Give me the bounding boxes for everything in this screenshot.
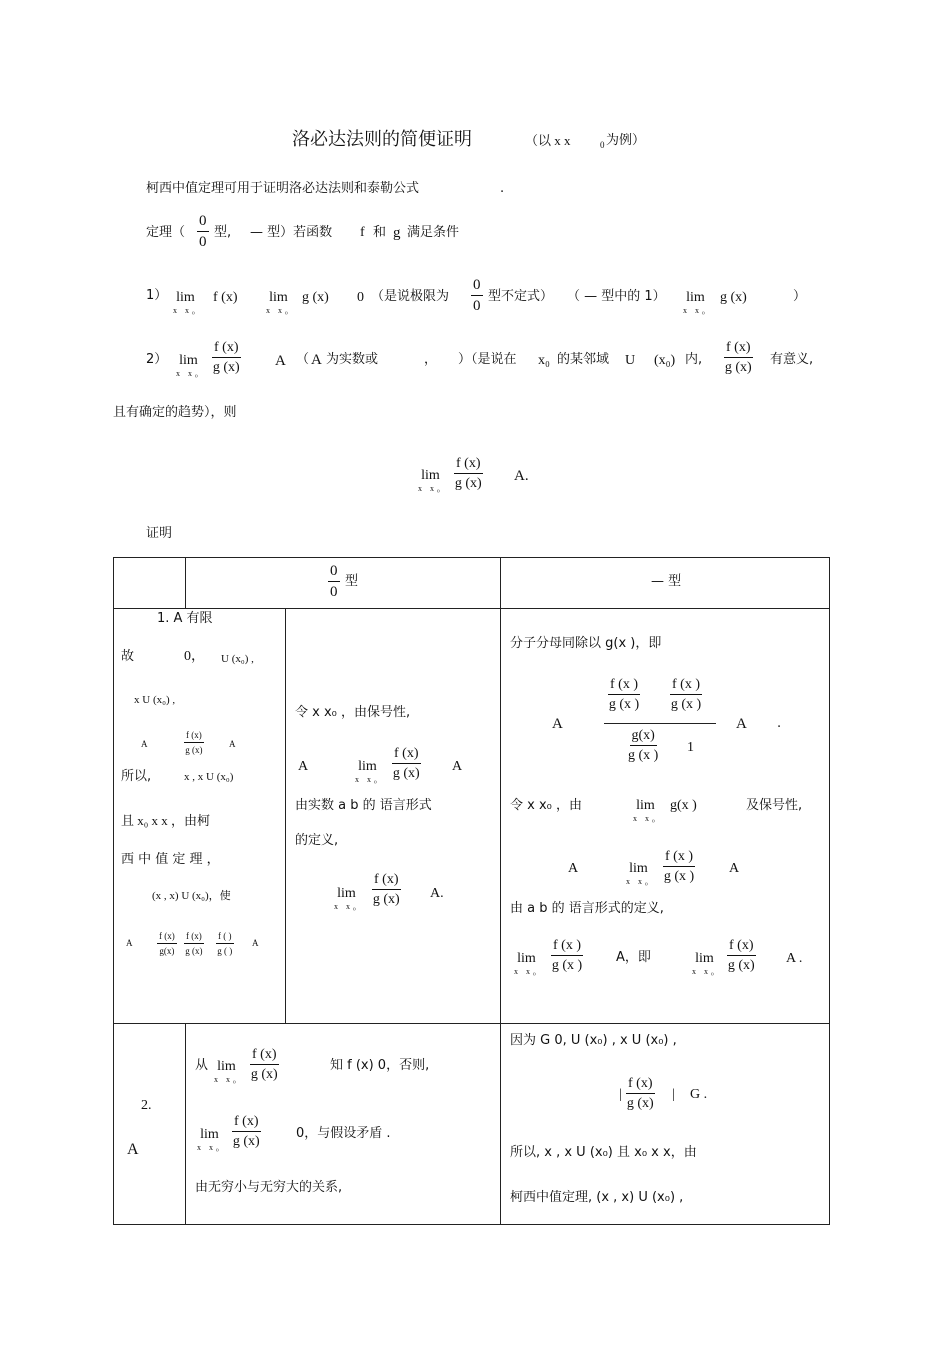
r1c-t1: 分子分母同除以 g(x )，即 xyxy=(510,636,662,651)
conclusion-lim xyxy=(418,469,443,493)
theorem-f: f xyxy=(360,225,365,240)
lim-sub: x x₀ xyxy=(355,775,380,784)
table-col-line xyxy=(285,608,286,1023)
r1a-t3: x U (x₀) , xyxy=(134,694,176,706)
frac-den: 0 xyxy=(199,234,207,250)
frac-num: f (x) xyxy=(724,341,753,358)
frac-num: 0 xyxy=(197,214,209,232)
lim-sub: x x₀ xyxy=(214,1075,239,1084)
cond2-line2: 且有确定的趋势），则 xyxy=(113,405,237,420)
frac-den: g (x) xyxy=(185,745,203,755)
r1c-dot: . xyxy=(777,716,782,731)
r1a-t9b: A xyxy=(252,938,259,948)
r1a-t9a: A xyxy=(126,938,133,948)
theorem-label: 定理（ xyxy=(146,225,186,240)
r1c-lim2 xyxy=(626,862,651,886)
cond2-paren: （ xyxy=(296,352,310,367)
r1c-A3: A xyxy=(568,861,579,876)
r1c-A2: A xyxy=(736,716,747,732)
cond1-lim3 xyxy=(683,291,708,315)
cond2-A: A xyxy=(275,353,286,369)
lim-sub: x x₀ xyxy=(633,814,658,823)
theorem-type2: — 型）若函数 xyxy=(250,225,333,240)
frac-den: 0 xyxy=(330,584,338,600)
frac-num: f (x) xyxy=(232,1115,261,1132)
header-inf-type: — 型 xyxy=(651,574,682,589)
frac-den: g ( ) xyxy=(217,946,233,956)
cond2-note: 为实数或 xyxy=(326,352,379,367)
frac-den: 0 xyxy=(473,298,481,314)
r1b-t3: 由实数 a b 的 语言形式 xyxy=(295,798,432,813)
r1b-t5: A. xyxy=(430,886,444,901)
table-col-line xyxy=(500,557,501,1225)
lim-sub: x x₀ xyxy=(173,306,198,315)
frac-den: g (x) xyxy=(250,1067,278,1082)
cond1-gx2: g (x) xyxy=(720,290,747,305)
r1a-t2c: U (x₀) , xyxy=(221,653,254,665)
frac-num: f (x) xyxy=(392,747,421,764)
r1a-t4frac xyxy=(184,731,204,755)
theorem-cond: 满足条件 xyxy=(407,225,460,240)
title-end: 为例） xyxy=(606,133,646,148)
r1a-t8: (x , x) U (x₀)，使 xyxy=(152,890,231,902)
lim-sub: x x₀ xyxy=(176,369,201,378)
cond1-fx: f (x) xyxy=(213,290,238,305)
lim-sub: x x₀ xyxy=(197,1143,222,1152)
frac-num: f (x) xyxy=(212,341,241,358)
r2b-t1: 从 xyxy=(195,1058,209,1073)
lim-text: lim xyxy=(421,468,440,483)
table-top-border xyxy=(113,557,830,558)
lim-text: lim xyxy=(695,951,714,966)
r2b-frac xyxy=(250,1048,279,1082)
frac-num: f (x) xyxy=(372,873,401,890)
conclusion-A: A. xyxy=(514,468,529,484)
r1c-lim4 xyxy=(692,952,717,976)
frac-den: g (x) xyxy=(185,946,203,956)
lim-text: lim xyxy=(200,1127,219,1142)
cond2-note5: 有意义, xyxy=(770,352,814,367)
frac-den: g (x ) xyxy=(663,869,695,884)
r1c-gx: g(x ) xyxy=(670,798,697,813)
cond1-note3: （ — 型中的 1） xyxy=(567,289,666,304)
r1c-t3b: 及保号性, xyxy=(746,798,803,813)
r1c-t6: A，即 xyxy=(616,950,651,965)
r1a-t4b: A xyxy=(229,739,236,749)
r2c-t4: 柯西中值定理, (x , x) U (x₀) , xyxy=(510,1190,684,1205)
intro-text: 柯西中值定理可用于证明洛必达法则和泰勒公式 xyxy=(146,181,420,196)
header-zero-type: 型 xyxy=(345,574,359,589)
frac-den: g (x ) xyxy=(670,697,702,712)
frac-num: g(x) xyxy=(630,729,657,746)
frac-den: g(x) xyxy=(159,946,175,956)
theorem-frac xyxy=(197,214,209,250)
frac-num: f (x) xyxy=(454,457,483,474)
r2c-bar-left: | xyxy=(619,1087,622,1102)
frac-den: g (x) xyxy=(727,958,755,973)
table-col-line xyxy=(185,1023,186,1224)
cond1-gx: g (x) xyxy=(302,290,329,305)
cond1-zero: 0 xyxy=(357,290,364,305)
frac-den: g (x ) xyxy=(628,748,659,763)
r1b-lim xyxy=(355,760,380,784)
r1b-frac2 xyxy=(372,873,401,907)
cond2-frac xyxy=(212,341,241,375)
r1a-t1: 1. A 有限 xyxy=(157,611,213,626)
r2a-A: A xyxy=(127,1141,139,1158)
r1c-t7: A . xyxy=(786,951,803,966)
r2a-num: 2. xyxy=(141,1098,152,1113)
r1c-bigtop2 xyxy=(670,678,702,712)
conclusion-frac xyxy=(454,457,483,491)
r2c-t2: G . xyxy=(690,1087,708,1102)
lim-text: lim xyxy=(217,1059,236,1074)
r1a-t9f1 xyxy=(157,932,177,956)
frac-num: f (x) xyxy=(727,939,756,956)
lim-text: lim xyxy=(517,951,536,966)
frac-den: g (x) xyxy=(724,360,752,375)
table-header-border xyxy=(113,608,830,609)
frac-num: f (x) xyxy=(184,932,204,944)
theorem-type: 型, xyxy=(214,225,232,240)
cond2-note4: 内, xyxy=(685,352,703,367)
r1a-t7: 西 中 值 定 理 ， xyxy=(121,852,220,867)
page-title: 洛必达法则的简便证明 xyxy=(292,129,472,150)
r1a-t9f2 xyxy=(184,932,204,956)
frac-den: g (x) xyxy=(212,360,240,375)
r2b-lim xyxy=(214,1060,239,1084)
lim-sub: x x₀ xyxy=(514,967,539,976)
frac-num: f (x ) xyxy=(663,850,695,867)
cond2-frac2 xyxy=(724,341,753,375)
frac-num: f (x ) xyxy=(670,678,702,695)
lim-text: lim xyxy=(176,290,195,305)
r1a-t2b: 0， xyxy=(184,649,205,664)
cond2-A2: A xyxy=(311,352,322,368)
r1a-t5b: x , x U (x₀) xyxy=(184,771,234,783)
r2b-frac2 xyxy=(232,1115,261,1149)
cond1-note2: 型不定式） xyxy=(488,289,554,304)
r1b-t2b: A xyxy=(452,759,463,774)
cond2-num: 2） xyxy=(146,352,168,367)
intro-dot: . xyxy=(500,181,505,196)
r1c-bigbot xyxy=(628,729,658,763)
r1b-lim2 xyxy=(334,887,359,911)
r1c-lim xyxy=(633,799,658,823)
header-frac xyxy=(328,564,340,600)
frac-num: f (x) xyxy=(626,1077,655,1094)
r2c-t1: 因为 G 0, U (x₀) , x U (x₀) , xyxy=(510,1033,677,1048)
title-paren: （以 x x xyxy=(525,133,571,148)
frac-den: g (x ) xyxy=(608,697,640,712)
cond1-note: （是说极限为 xyxy=(371,289,450,304)
r1b-t4: 的定义, xyxy=(295,833,339,848)
r1a-t6: 且 x₀ x x ，由柯 xyxy=(121,813,211,828)
r1a-t5: 所以, xyxy=(121,769,152,784)
table-bottom-border xyxy=(113,1224,830,1225)
frac-num: f (x) xyxy=(184,731,204,743)
lim-text: lim xyxy=(629,861,648,876)
frac-den: g (x) xyxy=(232,1134,260,1149)
frac-num: f (x) xyxy=(250,1048,279,1065)
lim-text: lim xyxy=(179,353,198,368)
r2b-t3: 由无穷小与无穷大的关系, xyxy=(195,1180,343,1195)
lim-text: lim xyxy=(358,759,377,774)
frac-num: f ( ) xyxy=(216,932,234,944)
table-right-border xyxy=(829,557,830,1225)
lim-sub: x x₀ xyxy=(626,877,651,886)
lim-text: lim xyxy=(636,798,655,813)
r1c-frac4 xyxy=(727,939,756,973)
lim-sub: x x₀ xyxy=(266,306,291,315)
r2c-bar-right: | xyxy=(672,1087,675,1102)
frac-den: g (x) xyxy=(454,476,482,491)
cond1-num: 1） xyxy=(146,288,168,303)
r2b-t2: 0，与假设矛盾 . xyxy=(296,1126,391,1141)
frac-den: g (x) xyxy=(626,1096,654,1111)
frac-den: g (x) xyxy=(372,892,400,907)
r1c-main-bar xyxy=(604,723,716,724)
r1b-t1: 令 x x₀ ，由保号性, xyxy=(295,705,411,720)
r2c-t3: 所以, x , x U (x₀) 且 x₀ x x，由 xyxy=(510,1145,697,1160)
r1c-A1: A xyxy=(552,716,563,732)
cond1-lim2 xyxy=(266,291,291,315)
cond1-close: ） xyxy=(793,289,807,304)
r2b-lim2 xyxy=(197,1128,222,1152)
frac-num: f (x) xyxy=(157,932,177,944)
r1c-t5: 由 a b 的 语言形式的定义, xyxy=(510,901,664,916)
table-row-border xyxy=(113,1023,830,1024)
cond1-lim xyxy=(173,291,198,315)
r2b-t1b: 知 f (x) 0，否则, xyxy=(330,1058,430,1073)
lim-sub: x x₀ xyxy=(683,306,708,315)
lim-sub: x x₀ xyxy=(334,902,359,911)
cond2-x0: x₀ xyxy=(538,353,550,368)
lim-text: lim xyxy=(269,290,288,305)
frac-num: 0 xyxy=(471,278,483,296)
r1a-t2: 故 xyxy=(121,649,135,664)
r1c-t3: 令 x x₀ ，由 xyxy=(510,798,582,813)
frac-den: g (x ) xyxy=(551,958,583,973)
r1c-frac2 xyxy=(663,850,695,884)
lim-sub: x x₀ xyxy=(418,484,443,493)
r1a-t4a: A xyxy=(141,739,148,749)
r1c-one: 1 xyxy=(687,740,694,755)
lim-text: lim xyxy=(686,290,705,305)
r1c-frac3 xyxy=(551,939,583,973)
frac-num: f (x ) xyxy=(608,678,640,695)
frac-den: g (x) xyxy=(392,766,420,781)
lim-sub: x x₀ xyxy=(692,967,717,976)
title-sub: 0 xyxy=(600,140,605,150)
table-left-border xyxy=(113,557,114,1225)
r1c-A4: A xyxy=(729,861,740,876)
proof-label: 证明 xyxy=(146,526,173,541)
lim-text: lim xyxy=(337,886,356,901)
cond2-note2: ）（是说在 xyxy=(458,352,517,367)
r1b-frac xyxy=(392,747,421,781)
frac-num: 0 xyxy=(328,564,340,582)
r2c-frac xyxy=(626,1077,655,1111)
cond2-Ux: (x₀) xyxy=(654,353,676,368)
frac-num: f (x ) xyxy=(551,939,583,956)
table-col-line xyxy=(185,557,186,608)
theorem-g: g xyxy=(393,225,401,241)
r1c-bigtop1 xyxy=(608,678,640,712)
theorem-and: 和 xyxy=(373,225,387,240)
cond1-frac xyxy=(471,278,483,314)
cond2-U: U xyxy=(625,353,636,368)
cond2-note3: 的某邻域 xyxy=(557,352,610,367)
cond2-lim xyxy=(176,354,201,378)
cond2-comma: ， xyxy=(424,352,438,367)
r1c-lim3 xyxy=(514,952,539,976)
r1a-t9f3 xyxy=(216,932,234,956)
r1b-t2a: A xyxy=(298,759,309,774)
